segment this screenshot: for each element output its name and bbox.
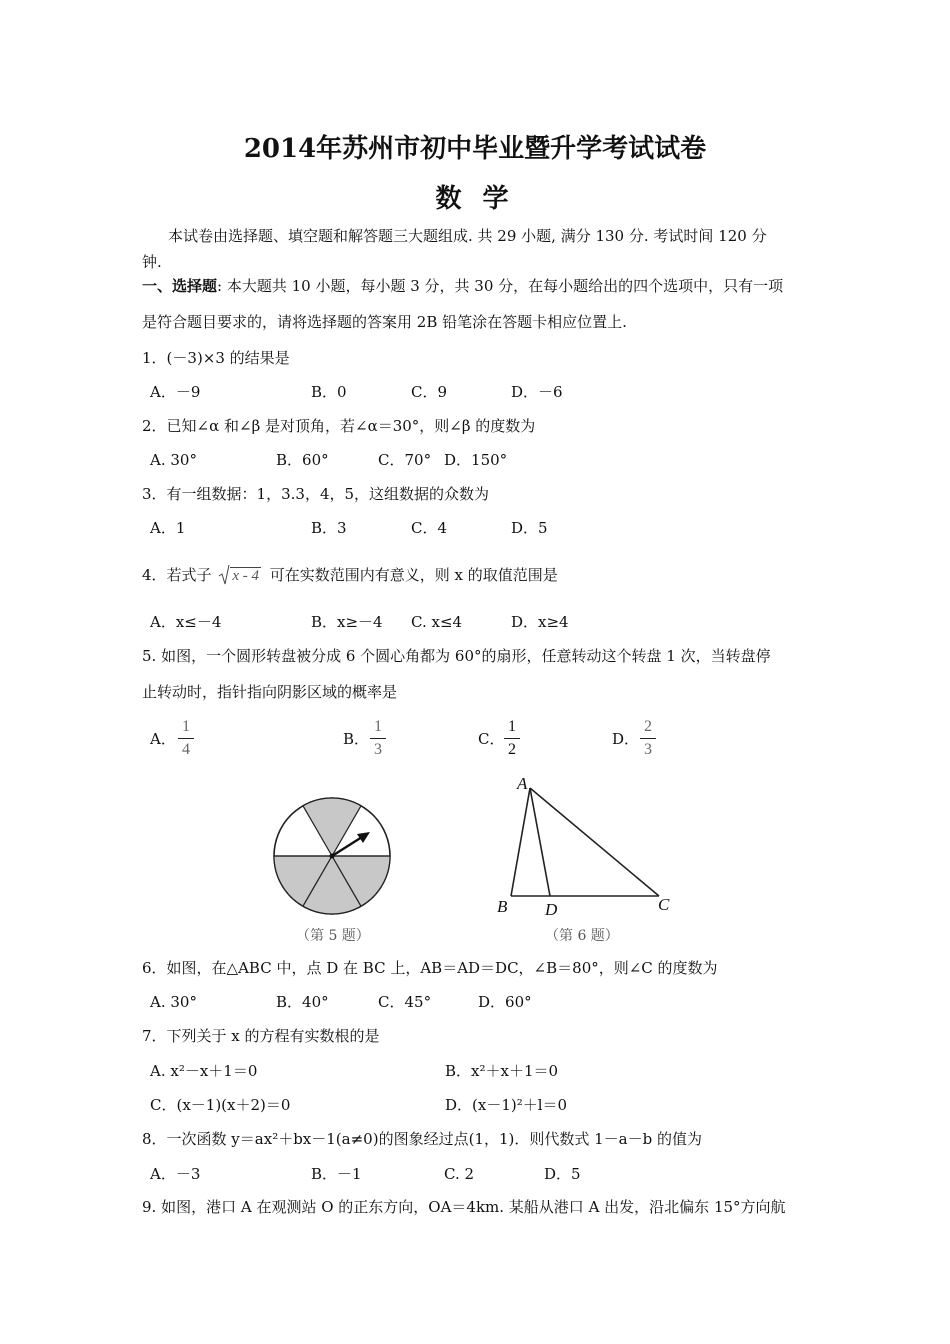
q6-option-b: B．40° xyxy=(276,993,329,1011)
q2-option-c: C．70° xyxy=(378,451,432,469)
q5-fraction-b-denominator: 3 xyxy=(374,741,382,758)
q4-stem-pre: 4．若式子 xyxy=(142,566,212,584)
q4-option-d: D．x≥4 xyxy=(511,613,569,631)
q7-option-b: B．x²＋x＋1＝0 xyxy=(445,1062,559,1080)
q5-stem-line-2: 止转动时，指针指向阴影区域的概率是 xyxy=(142,683,398,701)
q4-stem-post: 可在实数范围内有意义，则 x 的取值范围是 xyxy=(269,566,558,584)
q2-stem: 2．已知∠α 和∠β 是对顶角，若∠α＝30°，则∠β 的度数为 xyxy=(142,417,536,435)
q4-option-b: B．x≥－4 xyxy=(311,613,383,631)
q8-stem: 8．一次函数 y＝ax²＋bx－1(a≠0)的图象经过点(1，1)．则代数式 1－a－b 的值为 xyxy=(142,1130,702,1148)
spinner-figure xyxy=(267,791,397,921)
section-1-text: : 本大题共 10 小题，每小题 3 分，共 30 分，在每小题给出的四个选项中，只有一项 xyxy=(217,277,784,295)
q9-stem: 9. 如图，港口 A 在观测站 O 的正东方向，OA＝4km. 某船从港口 A 出发，沿北偏东 15°方向航 xyxy=(142,1198,786,1216)
q5-fraction-c-numerator: 1 xyxy=(508,718,516,735)
q4-stem xyxy=(142,565,558,586)
intro-line-2: 钟. xyxy=(142,253,162,271)
vertex-label-b: B xyxy=(497,897,508,916)
q5-fraction-a xyxy=(178,718,194,759)
triangle-figure xyxy=(497,776,677,916)
subject-title: 数 学 xyxy=(435,184,515,214)
q2-option-a: A. 30° xyxy=(150,451,197,469)
q5-fraction-c-denominator: 2 xyxy=(508,741,516,758)
q5-option-a: A． xyxy=(150,730,176,748)
q1-option-c: C．9 xyxy=(411,383,448,401)
q5-option-b: B． xyxy=(343,730,370,748)
q4-option-c: C. x≤4 xyxy=(411,613,463,631)
q5-stem-line-1: 5. 如图，一个圆形转盘被分成 6 个圆心角都为 60°的扇形，任意转动这个转盘 1 次，当转盘停 xyxy=(142,647,771,665)
q8-option-d: D．5 xyxy=(544,1165,581,1183)
vertex-label-a: A xyxy=(517,774,528,793)
sqrt-radicand: x - 4 xyxy=(232,568,259,584)
section-1-line-1 xyxy=(142,276,783,296)
q7-option-a: A. x²－x＋1＝0 xyxy=(150,1062,258,1080)
q6-option-d: D．60° xyxy=(478,993,532,1011)
q5-fraction-d xyxy=(640,718,656,759)
q5-fraction-c xyxy=(504,718,520,759)
q8-option-c: C. 2 xyxy=(444,1165,475,1183)
q6-option-a: A. 30° xyxy=(150,993,197,1011)
figure-6-caption: （第 6 题） xyxy=(545,928,619,944)
q5-fraction-a-numerator: 1 xyxy=(182,718,190,735)
q4-option-a: A．x≤－4 xyxy=(150,613,222,631)
q1-stem: 1．(－3)×3 的结果是 xyxy=(142,349,290,367)
section-1-line-2: 是符合题目要求的，请将选择题的答案用 2B 铅笔涂在答题卡相应位置上. xyxy=(142,313,627,331)
q5-fraction-d-numerator: 2 xyxy=(644,718,652,735)
exam-title: 2014年苏州市初中毕业暨升学考试试卷 xyxy=(243,134,707,164)
q3-option-a: A．1 xyxy=(150,519,186,537)
q3-option-d: D．5 xyxy=(511,519,548,537)
intro-line-1: 本试卷由选择题、填空题和解答题三大题组成. 共 29 小题, 满分 130 分. 考试时间 120 分 xyxy=(168,227,767,245)
q2-option-b: B．60° xyxy=(276,451,329,469)
figure-5-caption: （第 5 题） xyxy=(296,928,370,944)
q7-option-d: D．(x－1)²＋l＝0 xyxy=(445,1096,568,1114)
q5-fraction-b-numerator: 1 xyxy=(374,718,382,735)
q5-fraction-a-denominator: 4 xyxy=(182,741,190,758)
point-label-d: D xyxy=(545,900,558,919)
q1-option-a: A．－9 xyxy=(150,383,201,401)
sqrt-expression xyxy=(220,566,261,586)
q6-stem: 6．如图，在△ABC 中，点 D 在 BC 上，AB＝AD＝DC，∠B＝80°，则∠C 的度数为 xyxy=(142,959,718,977)
section-1-heading: 一、选择题 xyxy=(142,277,218,295)
sqrt-sign xyxy=(218,564,230,586)
q1-option-d: D．－6 xyxy=(511,383,563,401)
q5-option-d: D． xyxy=(612,730,640,748)
q7-option-c: C．(x－1)(x＋2)＝0 xyxy=(150,1096,291,1114)
q5-fraction-b xyxy=(370,718,386,759)
q3-option-c: C．4 xyxy=(411,519,448,537)
q2-option-d: D．150° xyxy=(444,451,508,469)
q5-option-c: C． xyxy=(478,730,505,748)
q3-option-b: B．3 xyxy=(311,519,347,537)
q8-option-b: B．－1 xyxy=(311,1165,362,1183)
q1-option-b: B．0 xyxy=(311,383,347,401)
q5-fraction-d-denominator: 3 xyxy=(644,741,652,758)
q3-stem: 3．有一组数据：1，3.3，4，5，这组数据的众数为 xyxy=(142,485,490,503)
q6-option-c: C．45° xyxy=(378,993,432,1011)
q8-option-a: A．－3 xyxy=(150,1165,201,1183)
q7-stem: 7．下列关于 x 的方程有实数根的是 xyxy=(142,1027,380,1045)
vertex-label-c: C xyxy=(658,895,670,914)
